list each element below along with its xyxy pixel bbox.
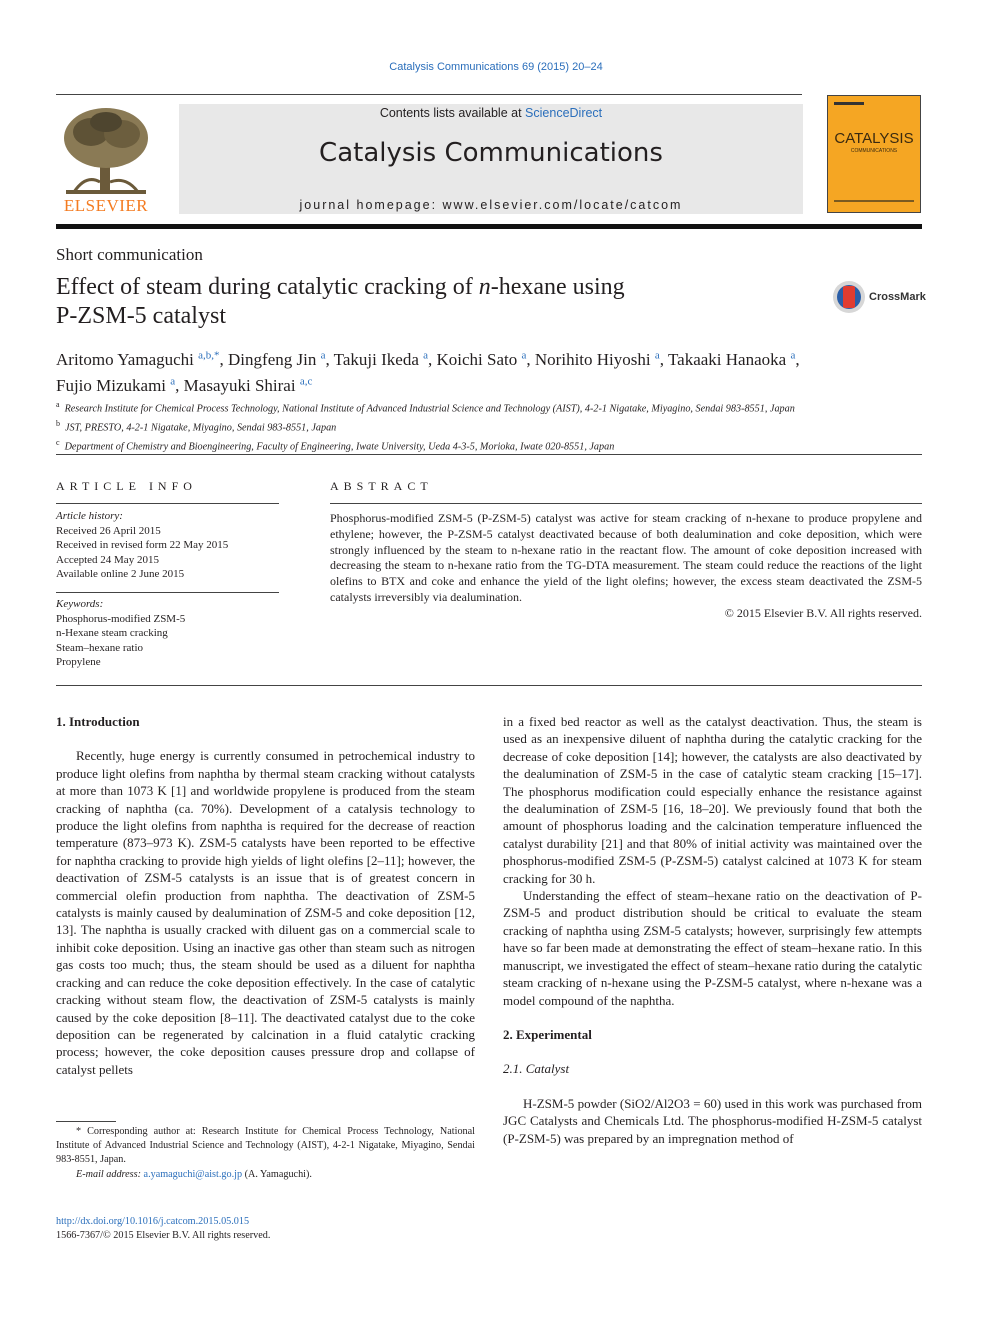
sciencedirect-link[interactable]: ScienceDirect bbox=[525, 106, 603, 120]
abstract-body bbox=[330, 511, 922, 622]
author[interactable]: Aritomo Yamaguchi $^{a,b,*}$, bbox=[56, 349, 224, 369]
history-item: Available online 2 June 2015 bbox=[56, 568, 185, 581]
abstract-text: Phosphorus-modified ZSM-5 (P-ZSM-5) catalyst was active for steam cracking of n-hexane to produce propylene and ethylene; however, the P-ZSM-5 catalyst deactivated because of both dealumination and coke deposition, which were strongly influenced by the steam to n-hexane ratio in the reactant flow. The amount of coke deposition increased with decreasing the steam to n-hexane ratio from the TG-DTA measurement. The steam could reduce the reactions of the light olefins to BTX and coke and enhance the yield of the light olefins; however, the excess steam deactivated the ZSM-5 catalysts irreversibly via dealumination. bbox=[330, 511, 922, 604]
email-label: E-mail address: bbox=[76, 1168, 141, 1180]
journal-citation[interactable] bbox=[0, 61, 992, 73]
divider bbox=[330, 503, 922, 504]
history-item: Received 26 April 2015 bbox=[56, 524, 161, 537]
body-left-column bbox=[56, 713, 475, 1078]
history-item: Received in revised form 22 May 2015 bbox=[56, 539, 229, 552]
paragraph: H-ZSM-5 powder (SiO2/Al2O3 = 60) used in this work was purchased from JGC Catalysts and Chemicals Ltd. The phosphorus-modified H-ZSM-5 catalyst (P-ZSM-5) was prepared by an impregnation method of bbox=[503, 1095, 922, 1146]
doi-link[interactable]: http://dx.doi.org/10.1016/j.catcom.2015.05.015 bbox=[56, 1216, 250, 1227]
section-heading-experimental: 2. Experimental bbox=[503, 1026, 592, 1042]
contents-available bbox=[179, 106, 803, 120]
abstract-heading: ABSTRACT bbox=[330, 479, 433, 493]
journal-homepage[interactable]: journal homepage: www.elsevier.com/locate/catcom bbox=[299, 198, 683, 212]
divider bbox=[56, 592, 279, 593]
footnote-divider bbox=[56, 1121, 116, 1122]
keyword-item: Phosphorus-modified ZSM-5 bbox=[56, 612, 186, 625]
crossmark-badge[interactable] bbox=[832, 280, 932, 316]
page-footer bbox=[56, 1215, 270, 1243]
keywords bbox=[56, 597, 279, 670]
affiliations bbox=[56, 398, 936, 455]
footnote bbox=[56, 1125, 475, 1182]
article-history bbox=[56, 509, 279, 582]
author-list bbox=[56, 344, 926, 397]
cover-title: CATALYSIS bbox=[834, 130, 914, 147]
elsevier-logo bbox=[56, 104, 156, 214]
issn-copyright: 1566-7367/© 2015 Elsevier B.V. All rights reserved. bbox=[56, 1230, 271, 1242]
affiliation-item: $^a$ Research Institute for Chemical Process Technology, National Institute of Advanced Industrial Science and Technology (AIST), 4-2-1 Nigatake, Miyagino, Sendai 983-8551, Japan bbox=[56, 400, 795, 415]
paragraph: in a fixed bed reactor as well as the catalyst deactivation. Thus, the steam is used as an inexpensive diluent of naphtha during the catalytic cracking for the decrease of coke deposition [14]; however, the catalysts are also deactivated by the dealumination of ZSM-5 in the case of catalytic steam cracking [15–17]. The phosphorus modification could especially enhance the resistance against the dealumination of ZSM-5 [16, 18–20]. We previously found that both the amount of phosphorus loading and the calcination temperature influenced the catalyst durability [21] and that 80% of initial activity was maintained over the phosphorus-modified ZSM-5 (P-ZSM-5) catalyst calcined at 1073 K for steam cracking for 30 h. bbox=[503, 714, 922, 886]
divider bbox=[56, 685, 922, 686]
author[interactable]: Takaaki Hanaoka $^a$, bbox=[667, 349, 800, 369]
cover-footer-rule bbox=[834, 200, 914, 202]
title-line2: P-ZSM-5 catalyst bbox=[56, 303, 226, 329]
paragraph: Recently, huge energy is currently consumed in petrochemical industry to produce light olefins from naphtha by thermal steam cracking without catalysts at more than 1073 K [1] and worldwide propylene is produced from the steam cracking of naphtha (ca. 70%). Development of a catalysis technology to produce the light olefins from naphtha is required for the decrease of reaction temperature (873–973 K). ZSM-5 catalysts have been reported to be effective for naphtha cracking to provide high yields of light olefins [2–11]; however, the deactivation of ZSM-5 catalysts is an issue that is of greatest concern in commercial olefin production from naphtha. The deactivation of ZSM-5 catalysts is mainly caused by dealumination of ZSM-5 and coke deposition [12, 13]. The naphtha is usually cracked with diluent gas on a commercial scale to inhibit coke deposition. Using an inactive gas other than steam such as nitrogen gas costs too much; thus, the steam should be used as a diluent for naphtha cracking and can reduce the coke deposition effectively. In the case of catalytic cracking without steam flow, the deactivation of ZSM-5 catalysts is mainly caused by the coke deposition [8–11]. The deactivated catalyst due to the coke deposition can be regenerated by calcination in a fluid catalytic cracking process; however, the coke deposition causes pressure drop and collapse of catalyst pellets bbox=[56, 748, 475, 1077]
journal-banner bbox=[179, 104, 803, 214]
author[interactable]: Dingfeng Jin $^a$, bbox=[228, 349, 330, 369]
elsevier-wordmark: ELSEVIER bbox=[63, 196, 149, 215]
email-note bbox=[56, 1168, 475, 1182]
author[interactable]: Fujio Mizukami $^a$, bbox=[56, 375, 180, 396]
title-part2: -hexane using bbox=[490, 274, 625, 300]
paragraph: Understanding the effect of steam–hexane ratio on the deactivation of P-ZSM-5 and product distribution should be critical to evaluate the steam cracking of naphtha using ZSM-5 catalysts; however, surprisingly few attempts have so far been made at demonstrating the effect of steam–hexane ratio. In this manuscript, we investigated the effect of steam–hexane ratio during the catalytic steam cracking of n-hexane using the P-ZSM-5 catalyst, where n-hexane was a model compound of the naphtha. bbox=[503, 888, 922, 1008]
corresponding-star: * bbox=[214, 349, 220, 361]
section-heading-introduction: 1. Introduction bbox=[56, 714, 140, 729]
keyword-item: Steam–hexane ratio bbox=[56, 641, 144, 654]
journal-cover-thumbnail[interactable] bbox=[827, 95, 921, 213]
author[interactable]: Koichi Sato $^a$, bbox=[436, 349, 531, 369]
affiliation-item: $^b$ JST, PRESTO, 4-2-1 Nigatake, Miyagino, Sendai 983-8551, Japan bbox=[56, 418, 337, 434]
history-item: Accepted 24 May 2015 bbox=[56, 553, 159, 566]
email-owner: (A. Yamaguchi). bbox=[244, 1168, 312, 1180]
article-type: Short communication bbox=[56, 245, 203, 264]
title-italic: n bbox=[478, 274, 491, 300]
subsection-heading-catalyst: 2.1. Catalyst bbox=[503, 1061, 570, 1077]
contents-prefix: Contents lists available at bbox=[379, 106, 522, 120]
affiliation-item: $^c$ Department of Chemistry and Bioengineering, Faculty of Engineering, Iwate University, Ueda 4-3-5, Morioka, Iwate 020-8551, Japan bbox=[56, 437, 615, 453]
journal-name: Catalysis Communications bbox=[319, 138, 663, 168]
cover-subtitle: COMMUNICATIONS bbox=[850, 148, 898, 154]
article-info-heading: ARTICLE INFO bbox=[56, 479, 197, 493]
keywords-label: Keywords: bbox=[56, 598, 104, 610]
corresponding-note: * Corresponding author at: Research Institute for Chemical Process Technology, National Institute of Advanced Industrial Science and Technology (AIST), 4-2-1 Nigatake, Miyagino, Sendai 983-8551, Japan. bbox=[56, 1126, 475, 1166]
email-link[interactable]: a.yamaguchi@aist.go.jp bbox=[143, 1168, 243, 1180]
author[interactable]: Norihito Hiyoshi $^a$, bbox=[534, 349, 664, 369]
author[interactable]: Takuji Ikeda $^a$, bbox=[333, 349, 433, 369]
crossmark-label: CrossMark bbox=[869, 291, 926, 303]
title-part1: Effect of steam during catalytic cracking of bbox=[56, 274, 479, 300]
keyword-item: Propylene bbox=[56, 656, 101, 669]
cover-rule bbox=[834, 102, 864, 105]
citation-link[interactable]: Catalysis Communications 69 (2015) 20–24 bbox=[389, 61, 603, 73]
crossmark-icon bbox=[832, 280, 866, 314]
abstract-copyright: © 2015 Elsevier B.V. All rights reserved. bbox=[724, 605, 922, 620]
history-label: Article history: bbox=[56, 510, 123, 522]
divider bbox=[56, 503, 279, 504]
header-thick-divider bbox=[56, 224, 922, 229]
author[interactable]: Masayuki Shirai $^{a,c}$ bbox=[183, 375, 313, 396]
header-divider bbox=[56, 94, 802, 95]
keyword-item: n-Hexane steam cracking bbox=[56, 627, 168, 640]
article-title bbox=[56, 273, 756, 331]
divider bbox=[56, 454, 922, 455]
body-right-column bbox=[503, 713, 922, 1147]
